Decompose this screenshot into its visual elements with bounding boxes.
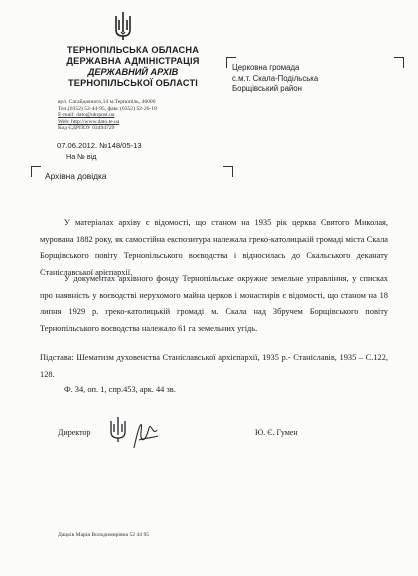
incoming-reference: На № від	[66, 152, 97, 161]
body-paragraph-1: У матеріалах архіву є відомості, що станом на 1935 рік церква Святого Миколая, мурована 1882 року, як самостійна експозитура належала греко-католицькій громаді міста Скала Борщівського повіту Тернопільського воєводства і відносилась до Скальського деканату Станіславської арієпархії.	[40, 218, 388, 277]
basis-paragraph: Підстава: Шематизм духовенства Станіславської архієпархії, 1935 р.- Станіславів, 1935 – С.122, 128.	[40, 353, 388, 379]
letterhead-line3: ДЕРЖАВНИЙ АРХІВ	[87, 67, 179, 77]
letterhead-line4: ТЕРНОПІЛЬСЬКОЇ ОБЛАСТІ	[67, 78, 199, 88]
signatory-title: Директор	[58, 428, 91, 437]
outgoing-number: 07.06.2012. №148/05-13	[57, 141, 142, 150]
subject-bracket-right	[223, 166, 233, 177]
executor-info: Дацків Марія Володимирівна 52 44 95	[58, 532, 150, 538]
coat-of-arms-trident-icon	[112, 10, 134, 42]
handwritten-signature-icon	[131, 414, 161, 454]
document-subject: Архівна довідка	[45, 171, 107, 181]
addressee-bracket-right	[394, 57, 404, 68]
stamp-trident-icon	[105, 414, 131, 444]
contact-web[interactable]: Web: http://www.dato.te.ua	[58, 118, 120, 125]
contact-details	[58, 99, 157, 132]
body-paragraph-2: У документах архівного фонду Тернопільське окружне земельне управління, у списках про наявність у воєводстві нерухомого майна церков і монастирів є відомості, що станом на 18 липня 1929 р. греко-католицькій громаді м. Скала над Збручем Борщівського повіту Тернопільського воєводства належало 61 га земельних угідь.	[40, 274, 388, 333]
organization-letterhead	[58, 45, 208, 89]
archive-reference: Ф. 34, оп. 1, спр.453, арк. 44 зв.	[64, 385, 176, 394]
contact-phone: Тел.(0352) 52-44-95, факс (0352) 52-26-18	[58, 105, 157, 112]
addressee-line1: Церковна громада	[232, 63, 300, 72]
contact-email[interactable]: E-mail: dato@ukrpost.ua	[58, 112, 115, 119]
addressee-line2: с.м.т. Скала-Подільська	[232, 73, 319, 83]
contact-address: вул. Сагайдачного,14 м.Тернопіль, 46000	[58, 99, 156, 105]
letterhead-line2: ДЕРЖАВНА АДМІНІСТРАЦІЯ	[66, 56, 200, 66]
letterhead-line1: ТЕРНОПІЛЬСЬКА ОБЛАСНА	[66, 45, 200, 55]
contact-code: Код ЄДРПОУ 03494729	[58, 125, 115, 132]
subject-bracket-left	[31, 166, 41, 177]
addressee-block	[232, 63, 318, 95]
addressee-line3: Борщівський район	[232, 84, 302, 93]
signatory-name: Ю. Є. Гумен	[255, 428, 298, 437]
